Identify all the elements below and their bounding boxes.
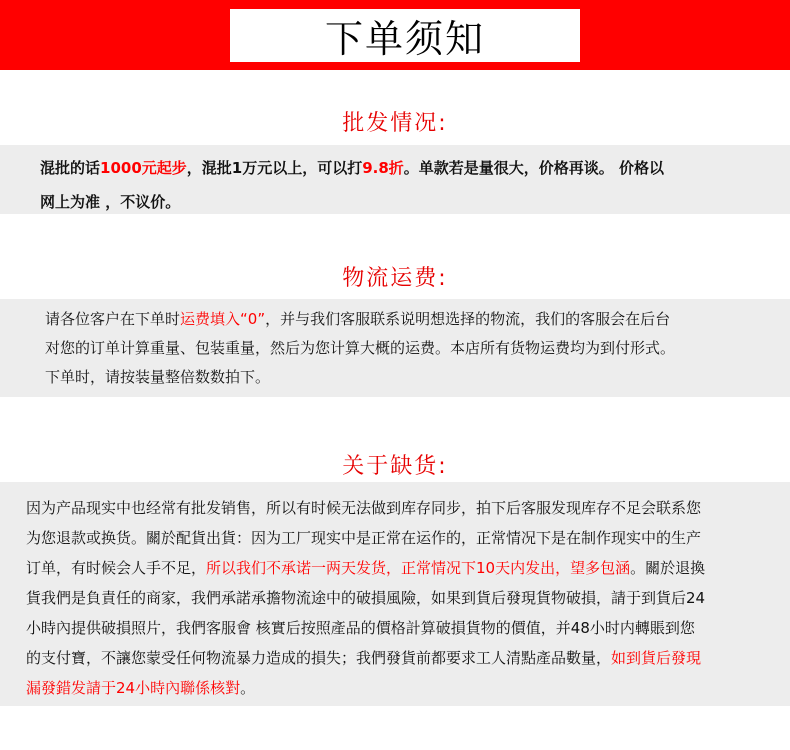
text-line — [26, 553, 790, 583]
text-line — [45, 363, 790, 392]
body-text: 对您的订单计算重量、包装重量，然后为您计算大概的运费。本店所有货物运费均为到付形式。 — [45, 339, 676, 357]
body-text: 混批的话 — [40, 159, 101, 177]
body-text: 的支付寶，不讓您蒙受任何物流暴力造成的損失；我們發貨前都要求工人清點產品數量， — [26, 649, 612, 667]
section-body-out-of-stock — [0, 482, 790, 706]
section-body-wholesale — [0, 145, 790, 214]
text-line — [40, 151, 790, 185]
body-text: 小時內提供破損照片，我們客服會 核實后按照產品的價格計算破損貨物的價值，并48小时内轉賬到您 — [26, 619, 695, 637]
highlight-text: 9.8折 — [362, 159, 404, 177]
text-line — [26, 583, 790, 613]
page-title: 下单须知 — [324, 17, 485, 61]
highlight-text: 漏發錯发請于24小時內聯係核對 — [26, 679, 241, 697]
text-line — [26, 523, 790, 553]
body-text: ，混批1万元以上，可以打 — [186, 159, 363, 177]
header-banner — [0, 0, 790, 70]
text-line — [26, 673, 790, 703]
section-body-shipping — [0, 299, 790, 397]
section-title-shipping: 物流运费: — [342, 266, 448, 291]
body-text: 下单时，请按装量整倍数数拍下。 — [45, 368, 271, 386]
body-text: 。關於退換 — [630, 559, 706, 577]
highlight-text: 运费填入“0” — [180, 310, 266, 328]
body-text: 网上为准 ，不议价。 — [40, 193, 181, 211]
highlight-text: 所以我们不承诺一两天发货，正常情况下10天内发出，望多包涵 — [206, 559, 631, 577]
section-title-wholesale: 批发情况: — [342, 111, 448, 136]
body-text: 貨我們是負責任的商家，我們承諾承擔物流途中的破損風險，如果到貨后發現貨物破損，請于到貨后24 — [26, 589, 706, 607]
body-text: 订单，有时候会人手不足， — [26, 559, 207, 577]
highlight-text: 1000元起步 — [100, 159, 187, 177]
body-text: 。 — [240, 679, 256, 697]
highlight-text: 如到貨后發現 — [611, 649, 702, 667]
section-title-out-of-stock: 关于缺货: — [342, 454, 448, 479]
text-line — [45, 334, 790, 363]
header-title-box — [230, 9, 580, 62]
text-line — [45, 305, 790, 334]
text-line — [26, 493, 790, 523]
text-line — [26, 643, 790, 673]
body-text: 因为产品现实中也经常有批发销售，所以有时候无法做到库存同步，拍下后客服发现库存不足会联系您 — [26, 499, 702, 517]
body-text: 。单款若是量很大，价格再谈。 价格以 — [403, 159, 665, 177]
text-line — [40, 185, 790, 219]
body-text: 为您退款或换货。關於配貨出貨：因为工厂现实中是正常在运作的，正常情况下是在制作现实中的生产 — [26, 529, 702, 547]
body-text: 请各位客户在下单时 — [45, 310, 181, 328]
text-line — [26, 613, 790, 643]
body-text: ，并与我们客服联系说明想选择的物流，我们的客服会在后台 — [265, 310, 671, 328]
